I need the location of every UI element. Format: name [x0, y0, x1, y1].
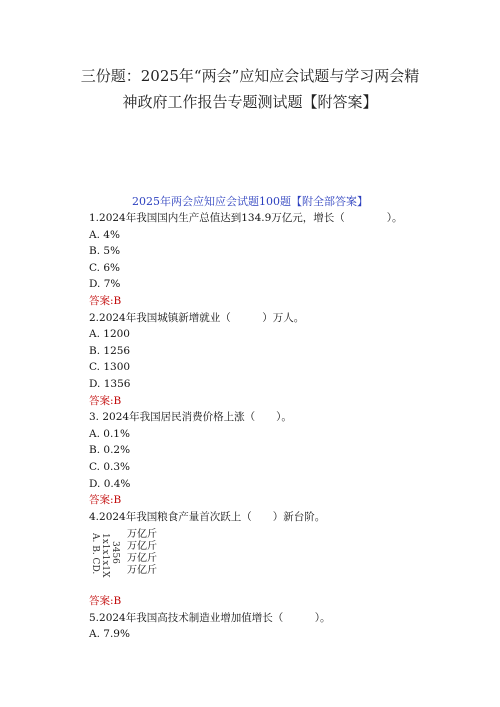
quiz-content: [89, 210, 469, 643]
question-2: 2.2024年我国城镇新增就业（ ）万人。: [89, 311, 305, 324]
document-title: [40, 63, 460, 115]
rotated-option-digits: 3456: [110, 541, 120, 565]
question-4: 4.2024年我国粮食产量首次跃上（ ）新台阶。: [89, 510, 326, 523]
question-3-option-c: C. 0.3%: [89, 460, 131, 473]
question-1: 1.2024年我国国内生产总值达到134.9万亿元，增长（ ）。: [89, 212, 403, 224]
question-4-units: [127, 529, 157, 577]
question-4-rotated-labels: [89, 533, 129, 579]
question-4-unit-2: 万亿斤: [127, 541, 157, 553]
question-1-answer: 答案:B: [89, 294, 122, 307]
question-3-option-d: D. 0.4%: [89, 477, 131, 490]
question-4-unit-4: 万亿斤: [127, 565, 157, 577]
question-1-option-d: D. 7%: [89, 278, 121, 291]
question-3-option-a: A. 0.1%: [89, 427, 130, 440]
question-4-answer: 答案:B: [89, 595, 122, 608]
quiz-heading: 2025年两会应知应会试题100题【附全部答案】: [132, 195, 368, 208]
question-2-option-c: C. 1300: [89, 361, 131, 374]
document-title-line-2: 神政府工作报告专题测试题【附答案】: [122, 93, 378, 111]
question-3-answer: 答案:B: [89, 494, 122, 507]
rotated-option-letters: A. B. CD.: [90, 533, 100, 575]
question-2-answer: 答案:B: [89, 394, 122, 407]
question-1-option-b: B. 5%: [89, 245, 121, 258]
question-5-option-a: A. 7.9%: [89, 628, 130, 641]
document-title-line-1: 三份题：2025年“两会”应知应会试题与学习两会精: [80, 67, 420, 85]
question-1-option-a: A. 4%: [89, 228, 120, 241]
question-3-option-b: B. 0.2%: [89, 444, 131, 457]
question-4-unit-3: 万亿斤: [127, 553, 157, 565]
question-1-option-c: C. 6%: [89, 261, 120, 274]
question-3: 3. 2024年我国居民消费价格上涨（ ）。: [89, 411, 292, 424]
question-2-option-a: A. 1200: [89, 328, 130, 341]
question-4-options-garbled: [89, 529, 469, 587]
question-2-option-b: B. 1256: [89, 344, 131, 357]
rotated-option-multipliers: 1x1x1x1X: [100, 533, 110, 578]
question-5: 5.2024年我国高技术制造业增加值增长（ ）。: [89, 611, 331, 624]
question-4-unit-1: 万亿斤: [127, 529, 157, 541]
question-2-option-d: D. 1356: [89, 377, 131, 390]
